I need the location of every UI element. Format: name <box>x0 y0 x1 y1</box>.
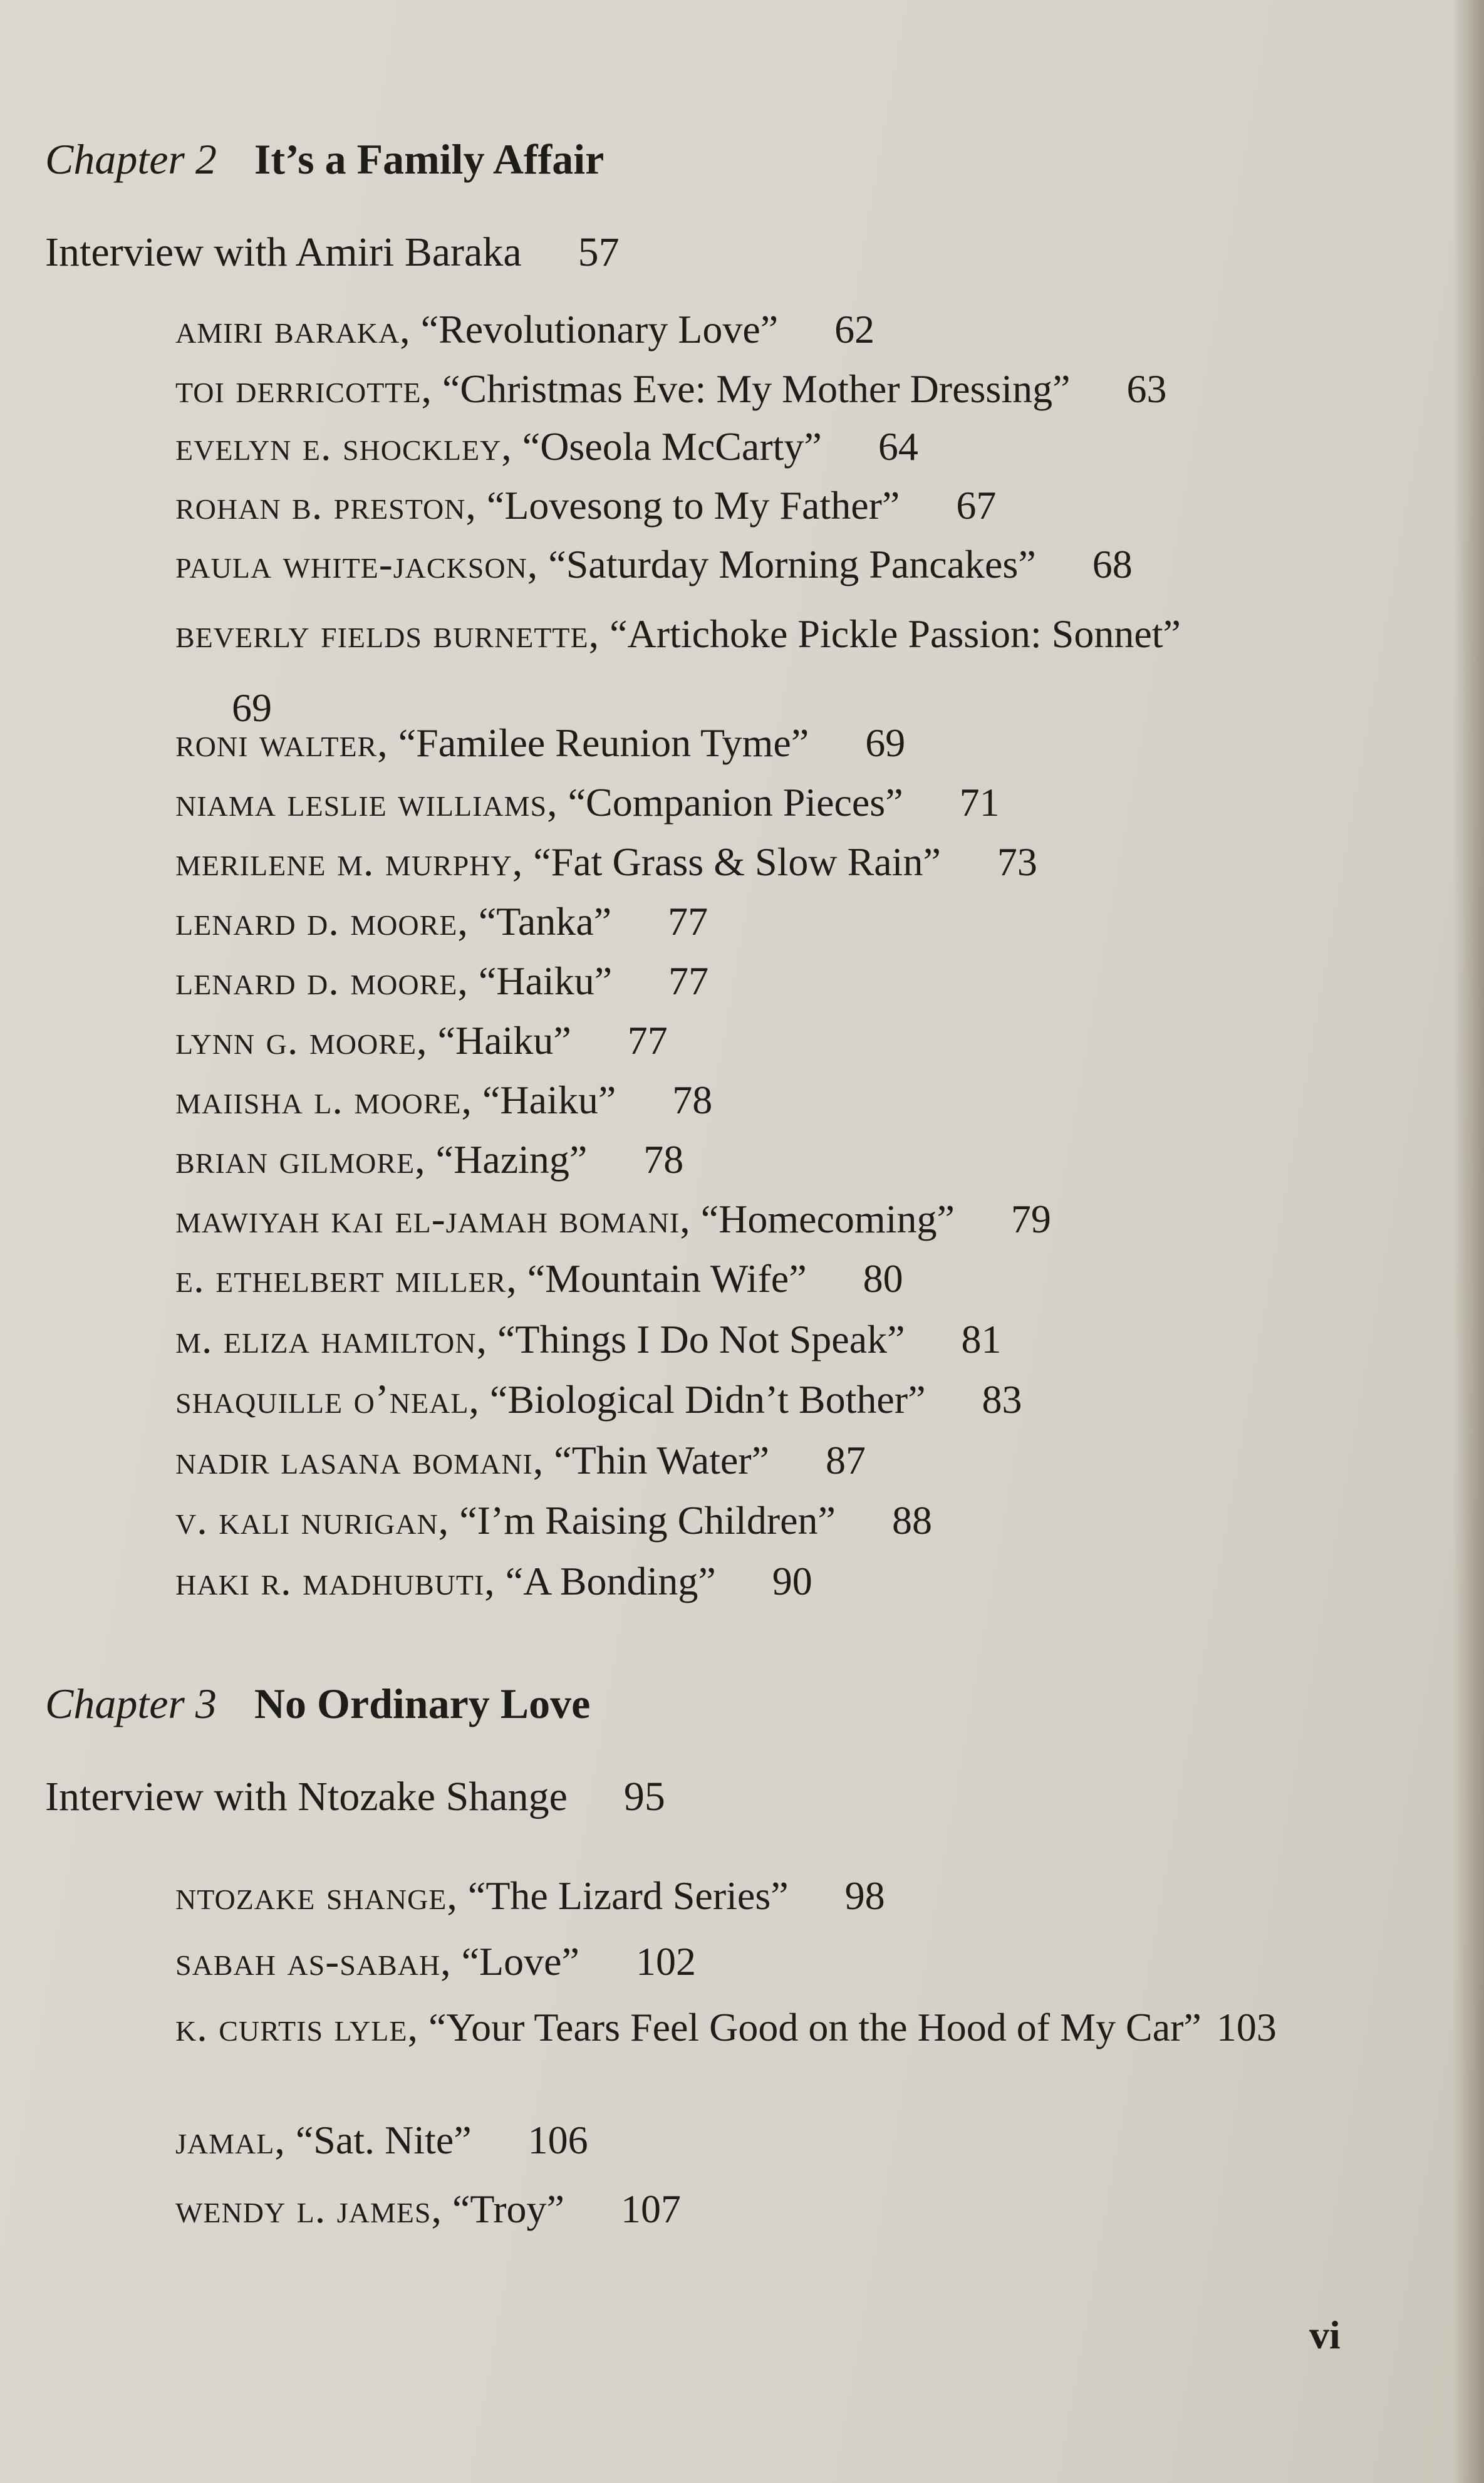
entry-page: 88 <box>891 1498 932 1543</box>
entry-author: nadir lasana bomani, <box>175 1437 544 1483</box>
entry-page: 90 <box>772 1559 812 1603</box>
entry-title: “Mountain Wife” <box>527 1256 807 1301</box>
entry-author: haki r. madhubuti, <box>175 1558 496 1604</box>
entry-page: 107 <box>620 2187 681 2231</box>
entry-page: 103 <box>1216 2005 1277 2049</box>
entry-author: m. eliza hamilton, <box>175 1316 487 1362</box>
entry-page: 67 <box>956 483 997 528</box>
entry-author: rohan b. preston, <box>175 482 477 528</box>
entry-page: 78 <box>643 1137 684 1182</box>
entry-page: 98 <box>844 1873 885 1918</box>
entry-author: lynn g. moore, <box>175 1018 428 1063</box>
toc-entry: beverly fields burnette, “Artichoke Pickle Passion: Sonnet”69 <box>175 611 1181 730</box>
toc-entry <box>175 363 1334 415</box>
entry-page: 83 <box>982 1377 1022 1422</box>
chapter-number: Chapter 3 <box>45 1680 217 1727</box>
toc-entry <box>175 2115 1334 2166</box>
entry-page: 102 <box>635 1939 696 1984</box>
entry-page: 69 <box>865 721 906 765</box>
entry-page: 68 <box>1092 542 1133 586</box>
entry-page: 63 <box>1126 367 1167 411</box>
interview-text: Interview with Ntozake Shange <box>45 1774 568 1819</box>
entry-author: roni walter, <box>175 720 388 766</box>
entry-author: sabah as-sabah, <box>175 1939 452 1984</box>
entry-title: “Tanka” <box>478 899 612 944</box>
interview-page: 57 <box>578 229 620 275</box>
entry-page: 73 <box>997 840 1037 884</box>
entry-title: “Christmas Eve: My Mother Dressing” <box>442 367 1071 411</box>
toc-entry <box>175 777 1334 828</box>
entry-page: 64 <box>878 424 918 469</box>
toc-entry <box>175 480 1334 531</box>
toc-entry <box>175 1314 1334 1365</box>
toc-entry <box>175 1556 1334 1607</box>
entry-author: wendy l. james, <box>175 2186 442 2232</box>
entry-page: 78 <box>672 1078 713 1122</box>
entry-page: 77 <box>668 959 709 1003</box>
entry-author: toi derricotte, <box>175 366 433 412</box>
entry-page: 71 <box>959 780 1000 825</box>
chapter-title: It’s a Family Affair <box>254 135 604 183</box>
entry-title: “Haiku” <box>437 1018 571 1063</box>
entry-title: “I’m Raising Children” <box>459 1498 836 1543</box>
toc-entry <box>175 1936 1334 1987</box>
entry-page: 87 <box>826 1438 866 1482</box>
entry-title: “Lovesong to My Father” <box>486 483 900 528</box>
entry-title: “Biological Didn’t Bother” <box>489 1377 926 1422</box>
toc-entry <box>175 1015 1334 1066</box>
entry-author: k. curtis lyle, <box>175 2004 418 2050</box>
toc-entry <box>175 304 1334 355</box>
entry-title: “Troy” <box>452 2187 564 2231</box>
entry-author: jamal, <box>175 2117 286 2163</box>
entry-author: e. ethelbert miller, <box>175 1256 517 1301</box>
interview-line <box>45 229 620 276</box>
entry-author: shaquille o’neal, <box>175 1377 480 1422</box>
toc-entry <box>175 1194 1334 1245</box>
entry-title: “Fat Grass & Slow Rain” <box>533 840 941 884</box>
chapter-3-heading <box>45 1679 590 1729</box>
chapter-number: Chapter 2 <box>45 135 217 183</box>
entry-title: “The Lizard Series” <box>467 1873 789 1918</box>
entry-title: “Revolutionary Love” <box>420 307 779 351</box>
interview-line <box>45 1773 665 1821</box>
entry-author: v. kali nurigan, <box>175 1497 450 1543</box>
toc-entry <box>175 896 1334 947</box>
entry-page: 106 <box>527 2118 588 2162</box>
entry-author: brian gilmore, <box>175 1137 426 1182</box>
toc-entry <box>175 1374 1334 1425</box>
entry-page: 81 <box>961 1317 1002 1361</box>
entry-title: “Sat. Nite” <box>295 2118 472 2162</box>
entry-title: “Love” <box>461 1939 579 1984</box>
entry-author: evelyn e. shockley, <box>175 424 512 469</box>
toc-entry <box>175 1435 1334 1486</box>
page-edge-shadow <box>1453 0 1484 2483</box>
entry-author: lenard d. moore, <box>175 958 469 1004</box>
toc-entry <box>175 836 1334 888</box>
toc-entry <box>175 2184 1334 2235</box>
entry-title: “Oseola McCarty” <box>522 424 822 469</box>
entry-title: “Saturday Morning Pancakes” <box>548 542 1036 586</box>
entry-author: lenard d. moore, <box>175 898 469 944</box>
chapter-2-heading <box>45 135 604 184</box>
toc-entry <box>175 1253 1334 1304</box>
toc-entry <box>175 1134 1334 1185</box>
entry-title: “Hazing” <box>435 1137 588 1182</box>
entry-author: beverly fields burnette, <box>175 611 600 657</box>
entry-title: “Things I Do Not Speak” <box>497 1317 905 1361</box>
entry-author: paula white-jackson, <box>175 541 539 587</box>
entry-author: mawiyah kai el-jamah bomani, <box>175 1196 691 1242</box>
chapter-title: No Ordinary Love <box>254 1680 591 1727</box>
entry-page: 62 <box>834 307 875 351</box>
toc-entry <box>175 1870 1334 1922</box>
entry-title: “Homecoming” <box>700 1197 955 1241</box>
entry-title: “Familee Reunion Tyme” <box>398 721 809 765</box>
toc-entry <box>175 1075 1334 1126</box>
entry-author: niama leslie williams, <box>175 779 558 825</box>
entry-page: 77 <box>668 899 708 944</box>
entry-title: “Companion Pieces” <box>568 780 903 825</box>
toc-entry <box>175 955 1334 1007</box>
entry-page: 77 <box>627 1018 668 1063</box>
toc-entry <box>175 539 1334 590</box>
entry-title: “A Bonding” <box>505 1559 716 1603</box>
entry-author: maiisha l. moore, <box>175 1077 472 1123</box>
entry-author: merilene m. murphy, <box>175 839 524 885</box>
interview-page: 95 <box>623 1774 665 1819</box>
entry-title: “Haiku” <box>478 959 613 1003</box>
interview-text: Interview with Amiri Baraka <box>45 229 522 275</box>
page-folio: vi <box>1309 2313 1341 2357</box>
toc-entry <box>175 1999 1357 2056</box>
entry-author: amiri baraka, <box>175 306 411 352</box>
entry-page: 79 <box>1010 1197 1051 1241</box>
entry-title: “Thin Water” <box>554 1438 769 1482</box>
toc-entry <box>175 421 1334 472</box>
entry-page: 80 <box>863 1256 903 1301</box>
toc-entry <box>175 717 1334 769</box>
entry-title: “Your Tears Feel Good on the Hood of My Car” <box>428 2005 1201 2049</box>
toc-entry <box>175 1495 1334 1546</box>
entry-author: ntozake shange, <box>175 1873 458 1918</box>
entry-title: “Haiku” <box>482 1078 616 1122</box>
entry-title: “Artichoke Pickle Passion: Sonnet” <box>610 612 1181 656</box>
